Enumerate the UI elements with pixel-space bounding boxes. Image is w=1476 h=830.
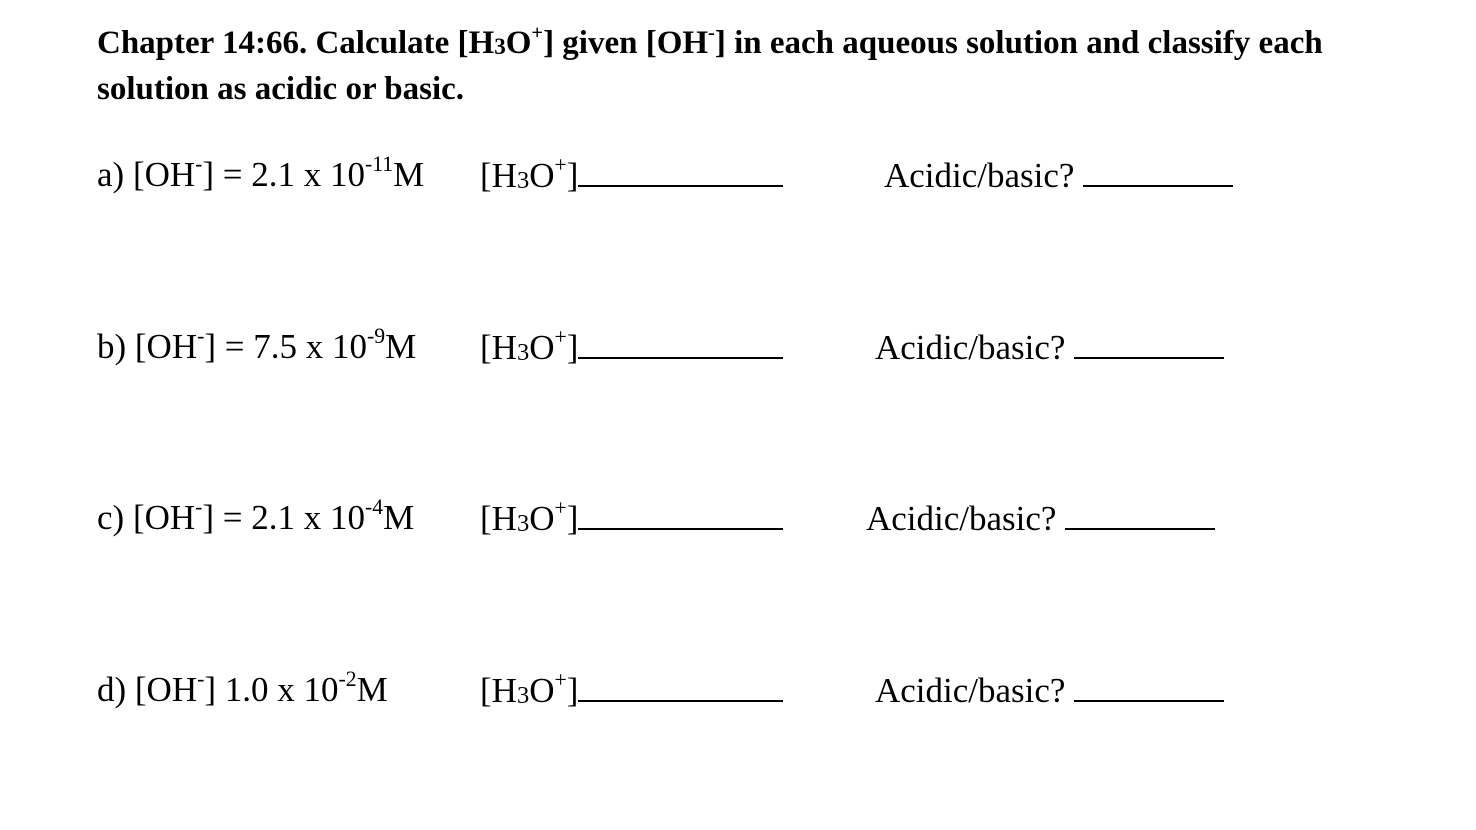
- classify-label: Acidic/basic?: [875, 671, 1066, 710]
- hydronium-answer: [480, 327, 783, 373]
- unit: M: [393, 155, 425, 194]
- hydronium-close: ]: [566, 499, 579, 538]
- classify-answer-blank[interactable]: [1074, 670, 1224, 702]
- exponent: -4: [365, 495, 384, 520]
- classification: [884, 155, 1233, 196]
- classification: [875, 327, 1224, 368]
- question-label: b) [OH: [97, 327, 198, 366]
- heading-subscript-3: 3: [494, 33, 506, 60]
- heading-suffix: ] in each aqueous solution and classify each solution as acidic or basic.: [97, 25, 1323, 108]
- heading-minus-charge: -: [708, 21, 715, 44]
- hydronium-answer: [480, 498, 783, 544]
- exponent: -2: [338, 667, 357, 692]
- hydronium-oxygen: O: [529, 156, 555, 195]
- hydronium-open: [H: [480, 328, 517, 367]
- classify-label: Acidic/basic?: [866, 499, 1057, 538]
- heading-oxygen: O: [505, 25, 532, 61]
- hydroxide-charge: -: [197, 667, 205, 692]
- classify-label: Acidic/basic?: [875, 328, 1066, 367]
- classification: [866, 498, 1215, 539]
- given-concentration: [97, 667, 388, 710]
- given-concentration: [97, 495, 415, 538]
- hydronium-close: ]: [566, 671, 579, 710]
- exponent: -11: [365, 152, 394, 177]
- heading-prefix: Chapter 14:66. Calculate [H: [97, 25, 495, 61]
- hydronium-open: [H: [480, 499, 517, 538]
- hydronium-subscript: 3: [516, 167, 530, 195]
- classify-label: Acidic/basic?: [884, 156, 1075, 195]
- hydronium-answer: [480, 155, 783, 201]
- classify-answer-blank[interactable]: [1083, 155, 1233, 187]
- hydronium-oxygen: O: [529, 328, 555, 367]
- heading-plus-charge: +: [531, 21, 544, 44]
- given-concentration: [97, 324, 417, 367]
- hydronium-oxygen: O: [529, 671, 555, 710]
- hydronium-open: [H: [480, 671, 517, 710]
- hydronium-oxygen: O: [529, 499, 555, 538]
- problem-heading: [97, 22, 1437, 111]
- exponent: -9: [367, 324, 386, 349]
- hydronium-close: ]: [566, 156, 579, 195]
- hydronium-subscript: 3: [516, 339, 530, 367]
- hydronium-answer-blank[interactable]: [578, 498, 783, 530]
- unit: M: [356, 670, 388, 709]
- hydronium-subscript: 3: [516, 510, 530, 538]
- classify-answer-blank[interactable]: [1074, 327, 1224, 359]
- hydronium-answer-blank[interactable]: [578, 670, 783, 702]
- classification: [875, 670, 1224, 711]
- question-label: a) [OH: [97, 155, 196, 194]
- question-label: d) [OH: [97, 670, 198, 709]
- hydroxide-charge: -: [195, 495, 203, 520]
- hydronium-answer-blank[interactable]: [578, 155, 783, 187]
- heading-middle: ] given [OH: [543, 25, 709, 61]
- hydronium-open: [H: [480, 156, 517, 195]
- hydronium-charge: +: [554, 325, 567, 350]
- given-concentration: [97, 152, 425, 195]
- hydronium-answer: [480, 670, 783, 716]
- classify-answer-blank[interactable]: [1065, 498, 1215, 530]
- unit: M: [383, 498, 415, 537]
- hydronium-charge: +: [554, 668, 567, 693]
- hydronium-close: ]: [566, 328, 579, 367]
- given-value: ] 1.0 x 10: [204, 670, 339, 709]
- hydronium-charge: +: [554, 496, 567, 521]
- unit: M: [385, 327, 417, 366]
- hydronium-answer-blank[interactable]: [578, 327, 783, 359]
- hydronium-charge: +: [554, 153, 567, 178]
- question-label: c) [OH: [97, 498, 196, 537]
- hydroxide-charge: -: [197, 324, 205, 349]
- given-value: ] = 2.1 x 10: [202, 498, 366, 537]
- hydronium-subscript: 3: [516, 682, 530, 710]
- given-value: ] = 7.5 x 10: [204, 327, 368, 366]
- given-value: ] = 2.1 x 10: [202, 155, 366, 194]
- hydroxide-charge: -: [195, 152, 203, 177]
